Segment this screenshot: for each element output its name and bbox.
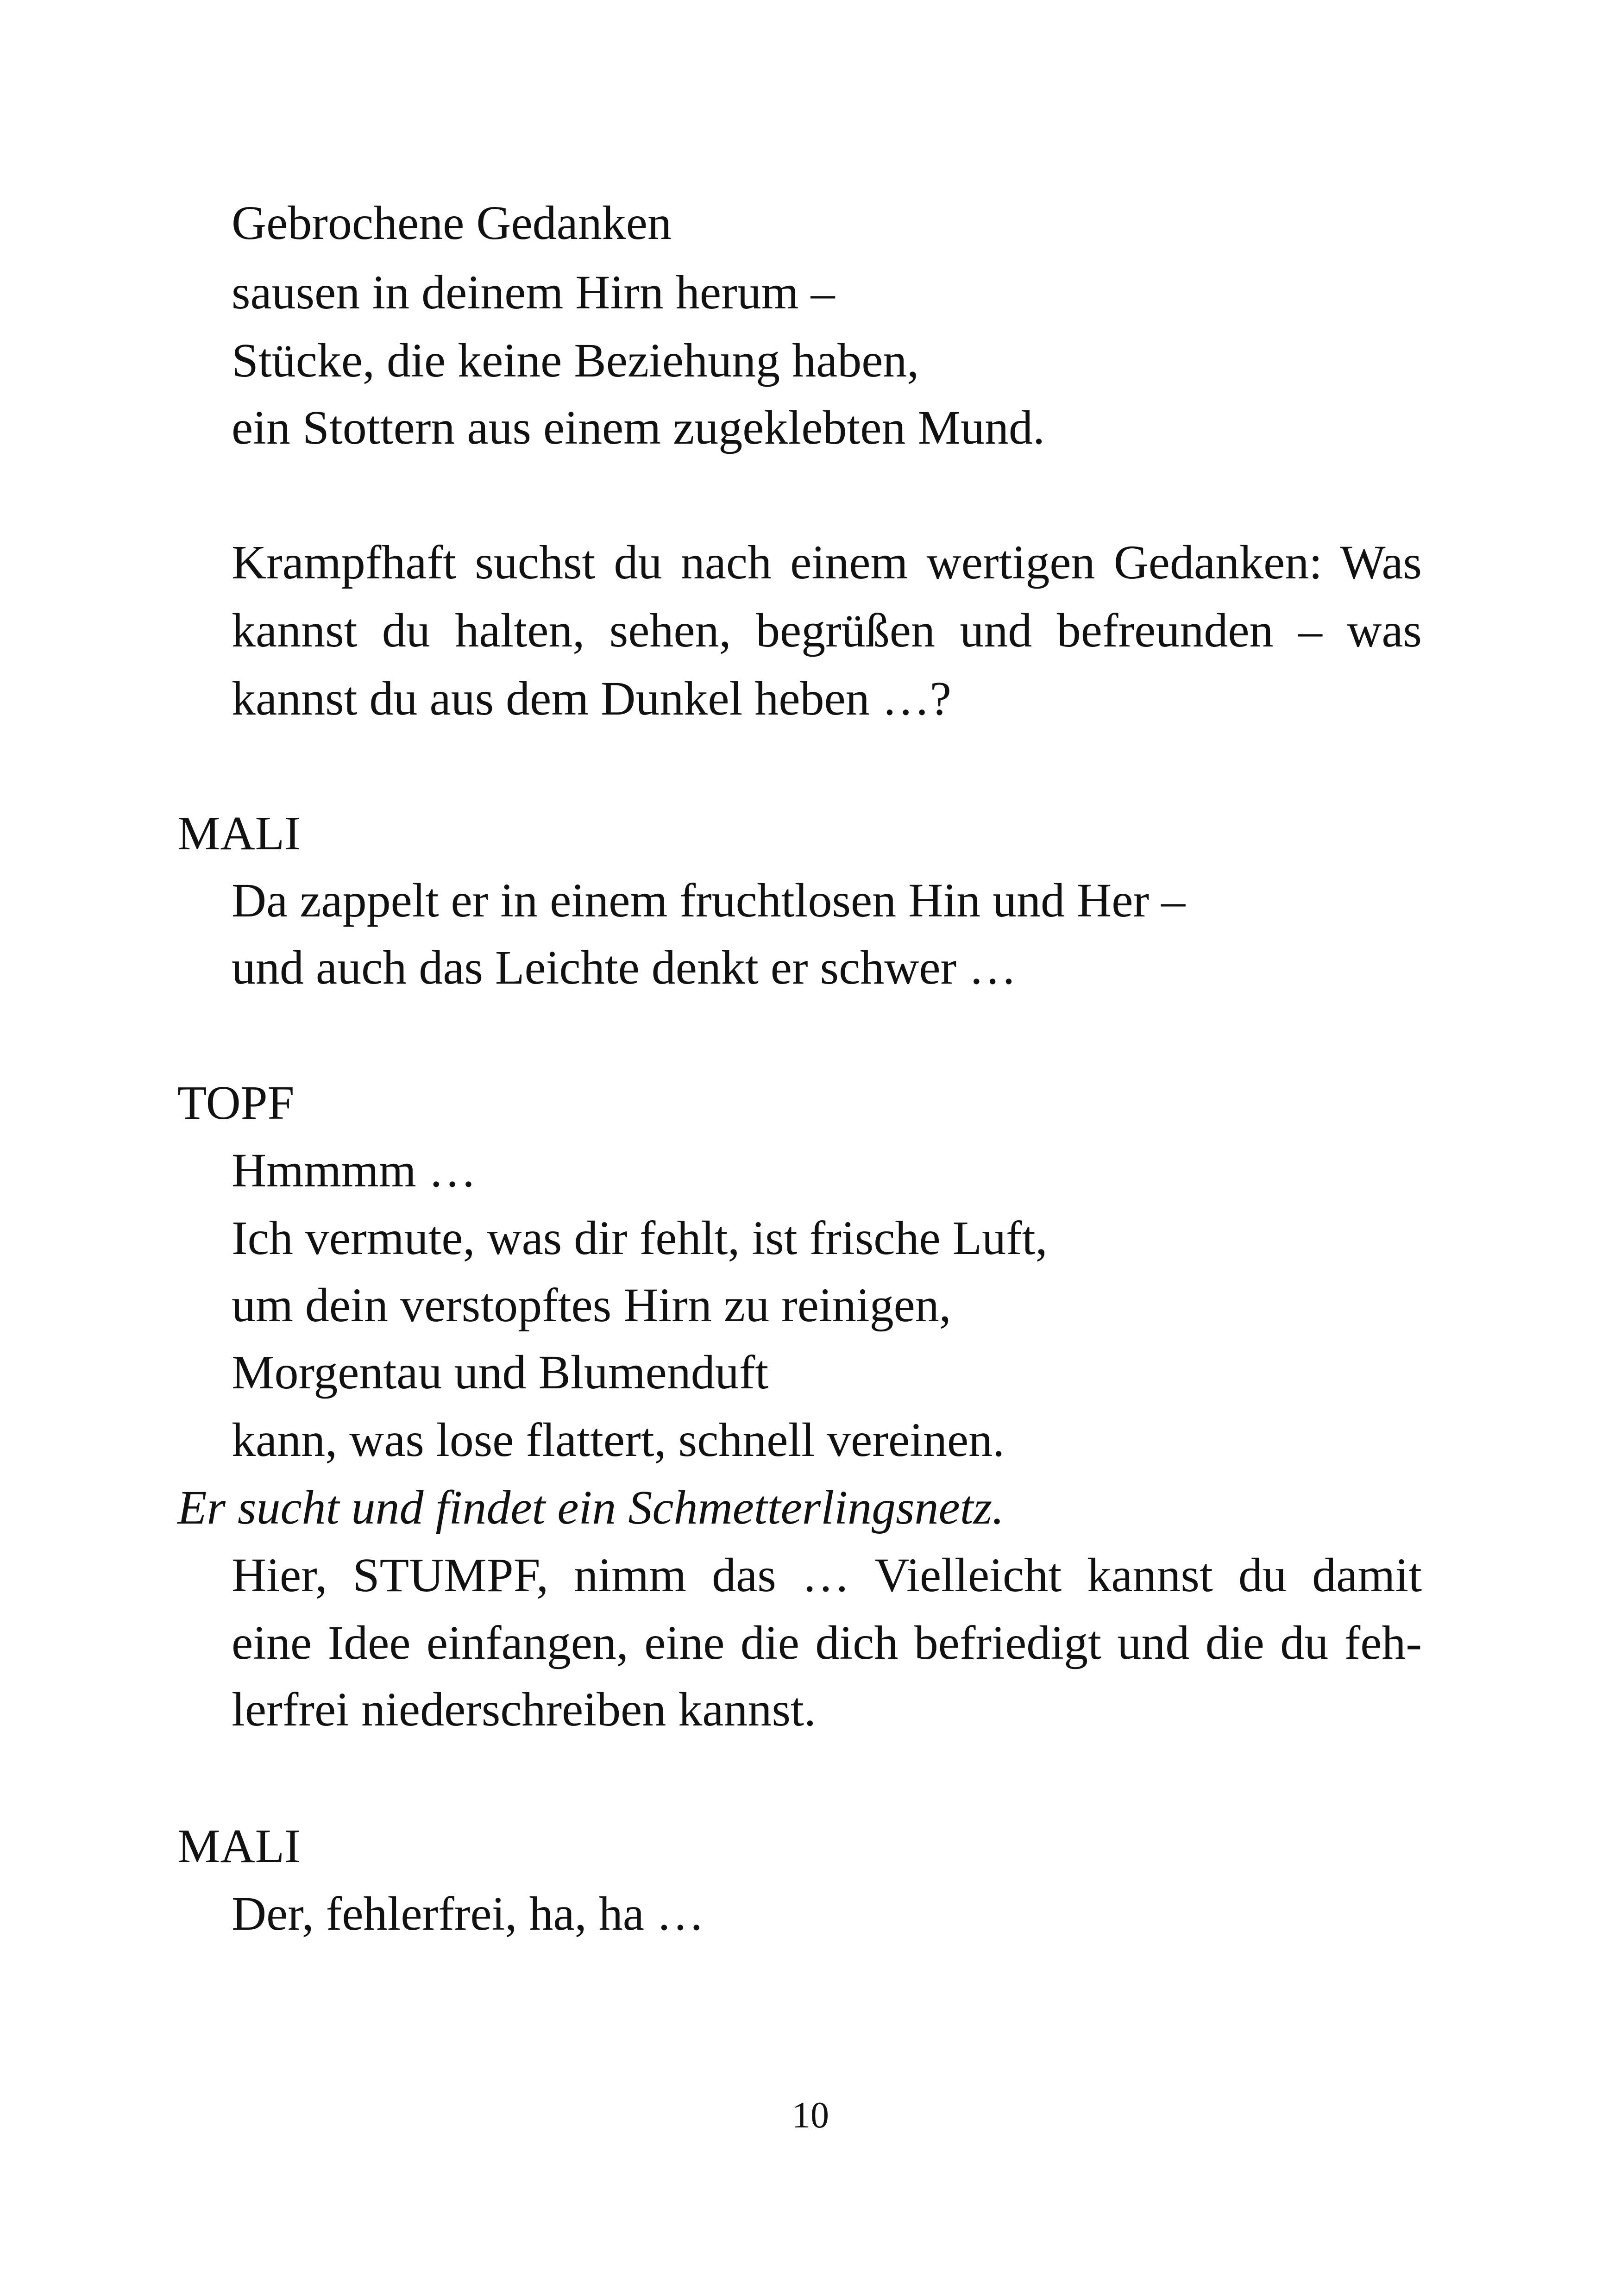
verse-line: Stücke, die keine Beziehung haben, xyxy=(232,334,919,387)
verse-line: Gebrochene Gedanken xyxy=(232,196,672,250)
verse-line: lerfrei niederschreiben kannst. xyxy=(232,1683,816,1736)
verse-line: kannst du aus dem Dunkel heben …? xyxy=(232,672,951,725)
speaker-name: TOPF xyxy=(177,1076,295,1129)
verse-line: Krampfhaft suchst du nach einem wertigen Gedanken: Was xyxy=(232,536,1422,589)
verse-line: Hier, STUMPF, nimm das … Vielleicht kannst du damit xyxy=(232,1549,1422,1602)
verse-line: Ich vermute, was dir fehlt, ist frische Luft, xyxy=(232,1211,1048,1265)
speaker-name: MALI xyxy=(177,807,301,860)
verse-line: ein Stottern aus einem zugeklebten Mund. xyxy=(232,401,1045,454)
page-number: 10 xyxy=(792,2095,829,2136)
stage-direction: Er sucht und findet ein Schmetterlingsnetz. xyxy=(177,1481,1005,1534)
verse-line: eine Idee einfangen, eine die dich befriedigt und die du feh- xyxy=(232,1616,1422,1669)
verse-line: Hmmmm … xyxy=(232,1144,477,1197)
verse-line: Der, fehlerfrei, ha, ha … xyxy=(232,1887,704,1940)
verse-line: kann, was lose flattert, schnell vereinen. xyxy=(232,1413,1005,1467)
verse-line: kannst du halten, sehen, begrüßen und befreunden – was xyxy=(232,604,1422,657)
verse-line: Morgentau und Blumenduft xyxy=(232,1346,769,1399)
verse-line: und auch das Leichte denkt er schwer … xyxy=(232,941,1017,994)
verse-line: sausen in deinem Hirn herum – xyxy=(232,266,835,319)
verse-line: Da zappelt er in einem fruchtlosen Hin und Her – xyxy=(232,874,1186,927)
speaker-name: MALI xyxy=(177,1819,301,1873)
verse-line: um dein verstopftes Hirn zu reinigen, xyxy=(232,1279,951,1332)
